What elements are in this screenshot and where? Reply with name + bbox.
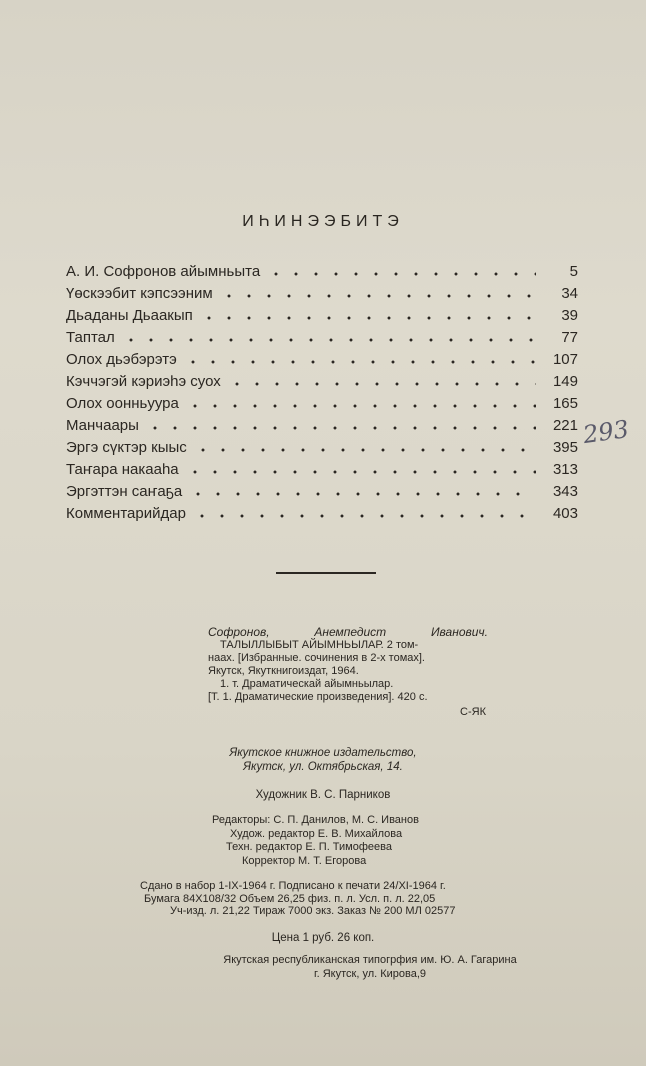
toc-entry bbox=[66, 412, 578, 434]
dot-leader bbox=[199, 314, 536, 322]
toc-entry bbox=[66, 346, 578, 368]
toc-entry-title: Манчаары bbox=[66, 417, 139, 434]
toc-entry-page: 403 bbox=[552, 505, 578, 522]
toc-entry bbox=[66, 280, 578, 302]
publisher-name: Якутское книжное издательство, bbox=[229, 747, 417, 759]
toc-entry-title: Олох оонньуура bbox=[66, 395, 179, 412]
toc-entry bbox=[66, 478, 578, 500]
toc-entry-title: А. И. Софронов айымньыта bbox=[66, 263, 261, 280]
toc-entry-title: Кэччэгэй кэриэһэ суох bbox=[66, 373, 221, 390]
toc-entry-page: 165 bbox=[552, 395, 578, 412]
dot-leader bbox=[193, 446, 536, 454]
toc-entry bbox=[66, 324, 578, 346]
toc-entry-page: 343 bbox=[552, 483, 578, 500]
dot-leader bbox=[266, 270, 536, 278]
contents-heading: ИҺИНЭЭБИТЭ bbox=[242, 213, 404, 230]
dot-leader bbox=[227, 380, 536, 388]
toc-entry bbox=[66, 390, 578, 412]
section-divider bbox=[276, 572, 376, 574]
handwritten-note: 293 bbox=[581, 414, 631, 450]
toc-entry-page: 34 bbox=[561, 285, 578, 302]
toc-entry-page: 221 bbox=[552, 417, 578, 434]
author-line bbox=[208, 626, 508, 639]
biblio-line: наах. [Избранные. сочинения в 2-х томах]. bbox=[208, 652, 425, 664]
toc-entry-page: 39 bbox=[561, 307, 578, 324]
author-name: Анемпедист bbox=[314, 625, 387, 639]
dot-leader bbox=[188, 490, 536, 498]
paper-volume-line: Бумага 84Х108/32 Объем 26,25 физ. п. л. Усл. п. л. 22,05 bbox=[144, 892, 436, 905]
toc-entry-title: Таптал bbox=[66, 329, 115, 346]
art-editor-line: Худож. редактор Е. В. Михайлова bbox=[230, 827, 403, 840]
print-dates-line: Сдано в набор 1-IX-1964 г. Подписано к печати 24/XI-1964 г. bbox=[140, 880, 446, 892]
toc-entry-page: 5 bbox=[569, 263, 578, 280]
bibliographic-record bbox=[208, 626, 508, 719]
printer-name: Якутская республиканская типогрфия им. Ю. А. Гагарина bbox=[223, 954, 517, 966]
toc-entry-page: 313 bbox=[552, 461, 578, 478]
artist-credit: Художник В. С. Парников bbox=[255, 789, 391, 801]
toc-entry bbox=[66, 456, 578, 478]
dot-leader bbox=[185, 468, 536, 476]
toc-entry-page: 149 bbox=[552, 373, 578, 390]
toc-entry bbox=[66, 368, 578, 390]
table-of-contents bbox=[66, 258, 578, 522]
tech-editor-line: Техн. редактор Е. П. Тимофеева bbox=[226, 841, 392, 853]
toc-entry-title: Эргэ сүктэр кыыс bbox=[66, 439, 187, 456]
editorial-credits bbox=[212, 814, 532, 868]
toc-entry-title: Таҥара накааһа bbox=[66, 461, 179, 478]
printer-address: г. Якутск, ул. Кирова,9 bbox=[313, 968, 427, 980]
biblio-line: Якутск, Якуткнигоиздат, 1964. bbox=[208, 665, 359, 677]
classification-code: С-ЯК bbox=[460, 706, 486, 718]
toc-entry bbox=[66, 500, 578, 522]
toc-entry-title: Үөскээбит кэпсээним bbox=[66, 285, 213, 302]
toc-entry-title: Олох дьэбэрэтэ bbox=[66, 351, 177, 368]
dot-leader bbox=[121, 336, 536, 344]
price: Цена 1 руб. 26 коп. bbox=[271, 932, 375, 944]
dot-leader bbox=[183, 358, 536, 366]
biblio-line: [Т. 1. Драматические произведения]. 420 с. bbox=[208, 691, 428, 703]
publication-details bbox=[140, 880, 600, 918]
dot-leader bbox=[145, 424, 536, 432]
printer-info bbox=[140, 953, 600, 981]
dot-leader bbox=[185, 402, 536, 410]
toc-entry-title: Комментарийдар bbox=[66, 505, 186, 522]
toc-entry bbox=[66, 258, 578, 280]
proofreader-line: Корректор М. Т. Егорова bbox=[242, 854, 367, 867]
dot-leader bbox=[219, 292, 536, 300]
publisher-address: Якутск, ул. Октябрьская, 14. bbox=[243, 761, 403, 773]
publisher-imprint bbox=[0, 746, 646, 774]
toc-entry-page: 395 bbox=[552, 439, 578, 456]
author-patronymic: Иванович. bbox=[430, 625, 488, 639]
toc-entry-title: Дьаданы Дьаакып bbox=[66, 307, 193, 324]
toc-entry bbox=[66, 302, 578, 324]
toc-entry-title: Эргэттэн саҥаҕа bbox=[66, 483, 183, 500]
biblio-line: 1. т. Драматическай айымньылар. bbox=[220, 678, 394, 690]
toc-entry-page: 107 bbox=[552, 351, 578, 368]
biblio-title-line: ТАЛЫЛЛЫБЫТ АЙЫМНЬЫЛАР. 2 том- bbox=[220, 639, 419, 651]
toc-entry bbox=[66, 434, 578, 456]
print-run-line: Уч-изд. л. 21,22 Тираж 7000 экз. Заказ № 200 МЛ 02577 bbox=[170, 905, 456, 917]
author-surname: Софронов, bbox=[208, 625, 270, 639]
toc-entry-page: 77 bbox=[561, 329, 578, 346]
dot-leader bbox=[192, 512, 536, 520]
editors-line: Редакторы: С. П. Данилов, М. С. Иванов bbox=[212, 814, 419, 826]
